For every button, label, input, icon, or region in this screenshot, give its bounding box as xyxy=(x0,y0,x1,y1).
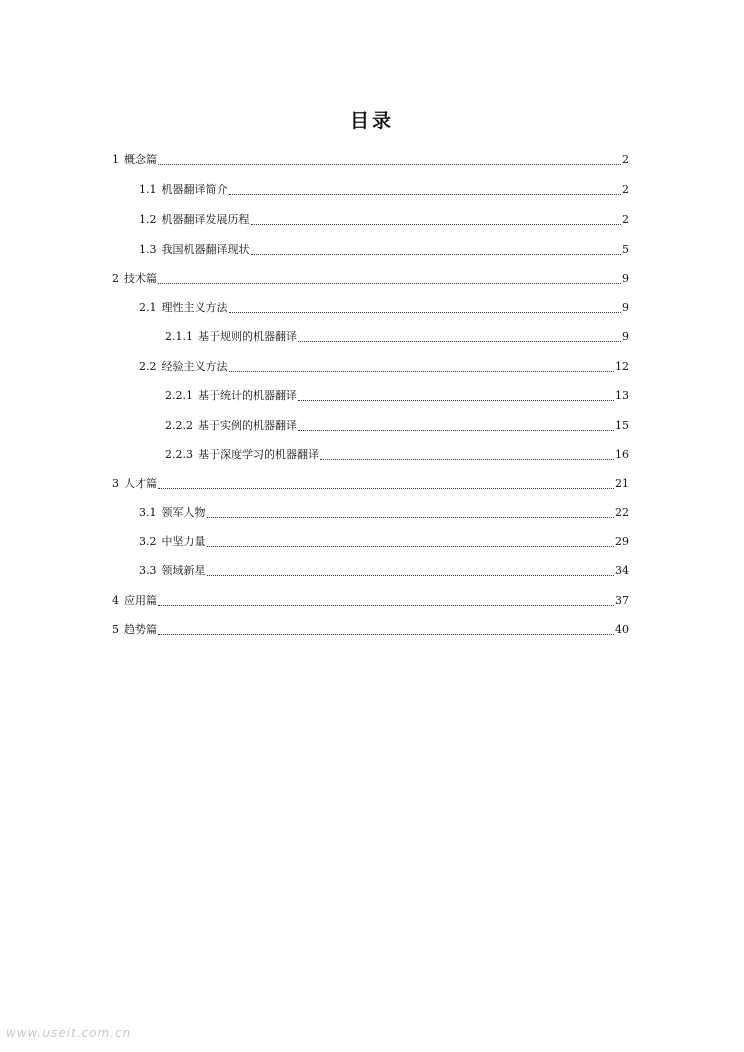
toc-entry[interactable] xyxy=(139,212,629,228)
dot-leader xyxy=(298,430,614,431)
dot-leader xyxy=(158,605,614,606)
toc-entry-number: 2.1 xyxy=(139,301,157,314)
toc-entry-title: 技术篇 xyxy=(124,272,157,285)
toc-entry-title: 人才篇 xyxy=(124,477,157,490)
toc-entry-number: 2 xyxy=(112,272,119,285)
toc-entry-page: 2 xyxy=(622,153,629,166)
dot-leader xyxy=(158,283,621,284)
toc-entry-number: 1.1 xyxy=(139,183,157,196)
toc-entry-title: 基于统计的机器翻译 xyxy=(198,389,297,402)
toc-entry-title: 中坚力量 xyxy=(161,535,206,548)
watermark: www.useit.com.cn xyxy=(6,1026,132,1040)
toc-entry-number: 2.2.2 xyxy=(165,419,193,432)
toc-entry-page: 34 xyxy=(615,564,629,577)
toc-entry-title: 领军人物 xyxy=(161,506,206,519)
toc-entry-title: 趋势篇 xyxy=(124,623,157,636)
dot-leader xyxy=(320,459,614,460)
toc-entry[interactable] xyxy=(112,152,629,168)
toc-entry[interactable] xyxy=(139,242,629,258)
toc-entry-number: 1.2 xyxy=(139,213,157,226)
toc-entry-page: 2 xyxy=(622,183,629,196)
toc-entry-page: 29 xyxy=(615,535,629,548)
toc-entry-number: 5 xyxy=(112,623,119,636)
toc-entry-number: 2.2.1 xyxy=(165,389,193,402)
toc-entry-number: 3.2 xyxy=(139,535,157,548)
toc-entry-number: 1.3 xyxy=(139,243,157,256)
dot-leader xyxy=(298,341,621,342)
toc-entry-number: 3.1 xyxy=(139,506,157,519)
toc-entry-title: 机器翻译简介 xyxy=(161,183,228,196)
dot-leader xyxy=(207,575,615,576)
toc-entry[interactable] xyxy=(139,505,629,521)
toc-entry[interactable] xyxy=(165,418,629,434)
toc-entry[interactable] xyxy=(139,359,629,375)
toc-entry-title: 机器翻译发展历程 xyxy=(161,213,250,226)
toc-entry-title: 基于深度学习的机器翻译 xyxy=(198,448,319,461)
toc-entry-page: 21 xyxy=(615,477,629,490)
toc-entry-page: 13 xyxy=(615,389,629,402)
dot-leader xyxy=(207,517,615,518)
dot-leader xyxy=(158,634,614,635)
toc-entry-number: 2.2 xyxy=(139,360,157,373)
toc-entry[interactable] xyxy=(165,447,629,463)
dot-leader xyxy=(251,224,622,225)
toc-entry-title: 我国机器翻译现状 xyxy=(161,243,250,256)
dot-leader xyxy=(158,164,621,165)
toc-entry-title: 领域新星 xyxy=(161,564,206,577)
toc-entry-page: 9 xyxy=(622,330,629,343)
dot-leader xyxy=(229,371,615,372)
dot-leader xyxy=(298,400,614,401)
toc-entry-page: 37 xyxy=(615,594,629,607)
toc-entry[interactable] xyxy=(165,388,629,404)
toc-entry-page: 5 xyxy=(622,243,629,256)
toc-entry-page: 12 xyxy=(615,360,629,373)
dot-leader xyxy=(251,254,622,255)
toc-entry[interactable] xyxy=(112,271,629,287)
toc-entry[interactable] xyxy=(112,476,629,492)
toc-entry[interactable] xyxy=(165,329,629,345)
toc-entry[interactable] xyxy=(139,563,629,579)
toc-entry[interactable] xyxy=(112,622,629,638)
toc-entry-page: 9 xyxy=(622,272,629,285)
toc-entry-title: 基于规则的机器翻译 xyxy=(198,330,297,343)
toc-entry-number: 4 xyxy=(112,594,119,607)
dot-leader xyxy=(158,488,614,489)
toc-entry-page: 16 xyxy=(615,448,629,461)
toc-entry[interactable] xyxy=(112,593,629,609)
toc-entry-page: 9 xyxy=(622,301,629,314)
toc-entry-number: 3.3 xyxy=(139,564,157,577)
toc-entry-page: 2 xyxy=(622,213,629,226)
toc-entry[interactable] xyxy=(139,300,629,316)
dot-leader xyxy=(229,312,622,313)
toc-entry-title: 经验主义方法 xyxy=(161,360,228,373)
toc-entry[interactable] xyxy=(139,182,629,198)
toc-entry-title: 概念篇 xyxy=(124,153,157,166)
toc-entry-page: 15 xyxy=(615,419,629,432)
toc-entry-number: 1 xyxy=(112,153,119,166)
page-title: 目录 xyxy=(349,110,394,132)
toc-entry-number: 2.1.1 xyxy=(165,330,193,343)
toc-entry-number: 2.2.3 xyxy=(165,448,193,461)
dot-leader xyxy=(229,194,622,195)
toc-entry-title: 应用篇 xyxy=(124,594,157,607)
toc-entry-number: 3 xyxy=(112,477,119,490)
toc-entry-title: 基于实例的机器翻译 xyxy=(198,419,297,432)
toc-entry-page: 40 xyxy=(615,623,629,636)
toc-entry-page: 22 xyxy=(615,506,629,519)
toc-entry[interactable] xyxy=(139,534,629,550)
dot-leader xyxy=(207,546,615,547)
toc-entry-title: 理性主义方法 xyxy=(161,301,228,314)
